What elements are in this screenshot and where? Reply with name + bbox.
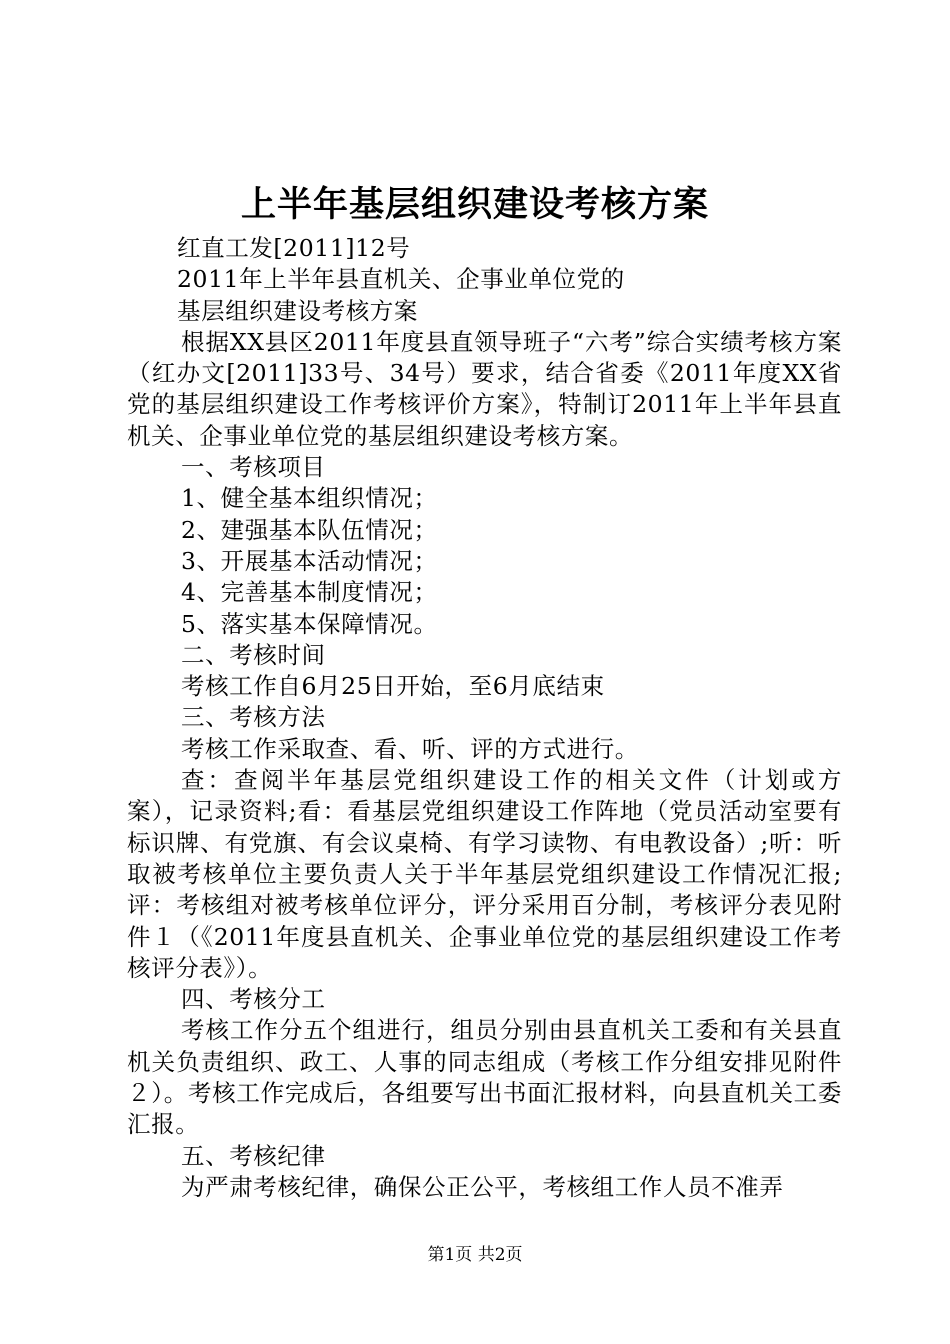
section-5-heading: 五、考核纪律 bbox=[181, 1141, 326, 1170]
document-body bbox=[127, 233, 842, 1203]
section-2-text: 考核工作自6月25日开始，至6月底结束 bbox=[181, 672, 605, 701]
section-3-text: 考核工作采取查、看、听、评的方式进行。 bbox=[181, 734, 639, 763]
intro-paragraph: 根据XX县区2011年度县直领导班子“六考”综合实绩考核方案（红办文[2011]33号、34号）要求，结合省委《2011年度XX省党的基层组织建设工作考核评价方案》，特制订2011年上半年县直机关、企事业单位党的基层组织建设考核方案。 bbox=[127, 327, 842, 450]
section-4-heading: 四、考核分工 bbox=[181, 985, 326, 1014]
list-item: 1、健全基本组织情况； bbox=[181, 484, 438, 513]
section-5-text: 为严肃考核纪律，确保公正公平，考核组工作人员不准弄 bbox=[181, 1172, 784, 1201]
section-4-text: 考核工作分五个组进行，组员分别由县直机关工委和有关县直机关负责组织、政工、人事的同志组成（考核工作分组安排见附件２）。考核工作完成后，各组要写出书面汇报材料，向县直机关工委汇报。 bbox=[127, 1016, 842, 1139]
section-2-heading: 二、考核时间 bbox=[181, 640, 326, 669]
subtitle-line-2: 基层组织建设考核方案 bbox=[177, 296, 418, 325]
page-footer: 第1页 共2页 bbox=[427, 1245, 523, 1265]
subtitle-line-1: 2011年上半年县直机关、企事业单位党的 bbox=[177, 265, 625, 294]
section-3-heading: 三、考核方法 bbox=[181, 703, 326, 732]
list-item: 5、落实基本保障情况。 bbox=[181, 609, 438, 638]
list-item: 2、建强基本队伍情况； bbox=[181, 515, 438, 544]
list-item: 3、开展基本活动情况； bbox=[181, 546, 438, 575]
document-title: 上半年基层组织建设考核方案 bbox=[240, 184, 709, 225]
section-3-detail: 查：查阅半年基层党组织建设工作的相关文件（计划或方案），记录资料;看：看基层党组织建设工作阵地（党员活动室要有标识牌、有党旗、有会议桌椅、有学习读物、有电教设备）;听：听取被考核单位主要负责人关于半年基层党组织建设工作情况汇报;评：考核组对被考核单位评分，评分采用百分制，考核评分表见附件１（《2011年度县直机关、企事业单位党的基层组织建设工作考核评分表》）。 bbox=[127, 766, 842, 982]
section-1-heading: 一、考核项目 bbox=[181, 453, 326, 482]
list-item: 4、完善基本制度情况； bbox=[181, 578, 438, 607]
doc-number: 红直工发[2011]12号 bbox=[177, 234, 411, 262]
